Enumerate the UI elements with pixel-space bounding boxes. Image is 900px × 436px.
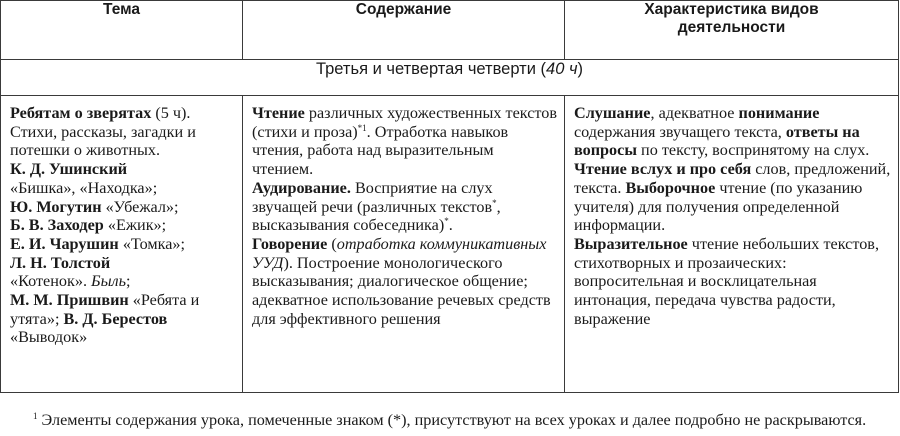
header-content: Содержание	[243, 1, 565, 60]
listening-text-2: , высказывания собеседника)	[252, 197, 501, 235]
asterisk-mark: *	[444, 216, 449, 227]
reading-text-2: . Отработка навыков чтения, работа над выразительным чтением.	[252, 122, 509, 179]
work-author: Л. Н. Толстой	[10, 253, 111, 272]
work-author: Ю. Могутин	[10, 197, 102, 216]
footnote-number: 1	[33, 411, 38, 422]
listening-text-3: .	[448, 216, 453, 235]
reading-text: различных художественных текстов (стихи и проза)	[252, 104, 558, 141]
activity-text: содержания звучащего текста,	[574, 122, 786, 141]
speaking-label: Говорение	[252, 234, 328, 253]
work-author: М. М. Пришвин	[10, 291, 129, 310]
work-author: К. Д. Ушинский	[10, 160, 128, 179]
work-item	[10, 235, 236, 254]
work-title: «Ребята и утята»;	[10, 291, 200, 328]
work-title: «Томка»;	[118, 234, 186, 253]
header-activity-line2: деятельности	[677, 19, 786, 36]
work-item	[10, 291, 236, 347]
quarter-heading	[1, 60, 899, 96]
activity-text: чтение небольших текстов, стихотворных и прозаических: вопросительная и восклицательная интонация, передача чувства радости, выражение	[574, 234, 879, 328]
content-reading	[252, 104, 558, 179]
work-title: «Убежал»;	[101, 197, 179, 216]
activity-label: ответы на вопросы	[574, 122, 860, 160]
work-genre: Быль	[91, 272, 126, 291]
quarter-row	[1, 60, 899, 96]
work-item	[10, 160, 236, 197]
work-author: В. Д. Берестов	[63, 309, 168, 328]
header-row	[1, 1, 899, 60]
work-title: «Выводок»	[10, 328, 88, 347]
activity-label: Слушание	[574, 104, 651, 122]
activity-text: по тексту, воспринятому на слух.	[636, 141, 870, 160]
activity-label: Выразительное	[574, 234, 688, 253]
footnote-text: Элементы содержания урока, помеченные знаком (*), присутствуют на всех уроках и далее подробно не раскрываются.	[37, 411, 867, 430]
asterisk-mark: *	[492, 197, 497, 208]
quarter-text: Третья и четвертая четверти (	[315, 60, 547, 78]
theme-title: Ребятам о зверятах	[10, 104, 152, 122]
reading-label: Чтение	[252, 104, 305, 122]
activity-listening	[574, 104, 892, 160]
header-activity-line1: Характеристика видов	[644, 1, 819, 18]
work-title: «Котенок».	[10, 272, 92, 291]
work-author: Е. И. Чарушин	[10, 234, 119, 253]
body-row	[1, 96, 899, 393]
activity-cell	[565, 96, 899, 393]
activity-text: слов, предложений, текста.	[574, 160, 891, 197]
content-speaking	[252, 235, 558, 329]
speaking-text: ). Построение монологического высказывания; диалогическое общение; адекватное использование речевых средств для эффективного решения	[252, 253, 551, 328]
activity-label: понимание	[738, 104, 820, 122]
work-item	[10, 216, 236, 235]
activity-label: Выборочное	[625, 178, 716, 197]
header-activity	[565, 1, 899, 60]
theme-desc: Стихи, рассказы, загадки и потешки о животных.	[10, 122, 196, 160]
listening-text: Восприятие на слух звучащей речи (различных текстов	[252, 178, 493, 216]
theme-hours: (5 ч).	[151, 104, 191, 122]
content-listening	[252, 179, 558, 235]
work-tail: ;	[125, 272, 131, 291]
footnote	[8, 411, 893, 431]
content-cell	[243, 96, 565, 393]
footnote-mark: *1	[357, 122, 367, 133]
activity-expressive	[574, 235, 892, 329]
speaking-open: (	[327, 234, 337, 253]
work-item	[10, 198, 236, 217]
work-title: «Ежик»;	[103, 216, 167, 235]
speaking-italic: отработка коммуникативных УУД	[252, 234, 547, 272]
quarter-close: )	[577, 60, 584, 78]
theme-cell	[1, 96, 243, 393]
header-theme: Тема	[1, 1, 243, 60]
activity-text: , адекватное	[650, 104, 739, 122]
work-item	[10, 254, 236, 291]
quarter-hours: 40 ч	[546, 60, 578, 78]
work-author: Б. В. Заходер	[10, 216, 104, 235]
activity-text: чтение (по указанию учителя) для получения определенной информации.	[574, 178, 863, 235]
listening-label: Аудирование.	[252, 178, 351, 197]
work-title: «Бишка», «Находка»;	[10, 178, 158, 197]
activity-reading	[574, 160, 892, 235]
activity-label: Чтение вслух и про себя	[574, 160, 752, 179]
